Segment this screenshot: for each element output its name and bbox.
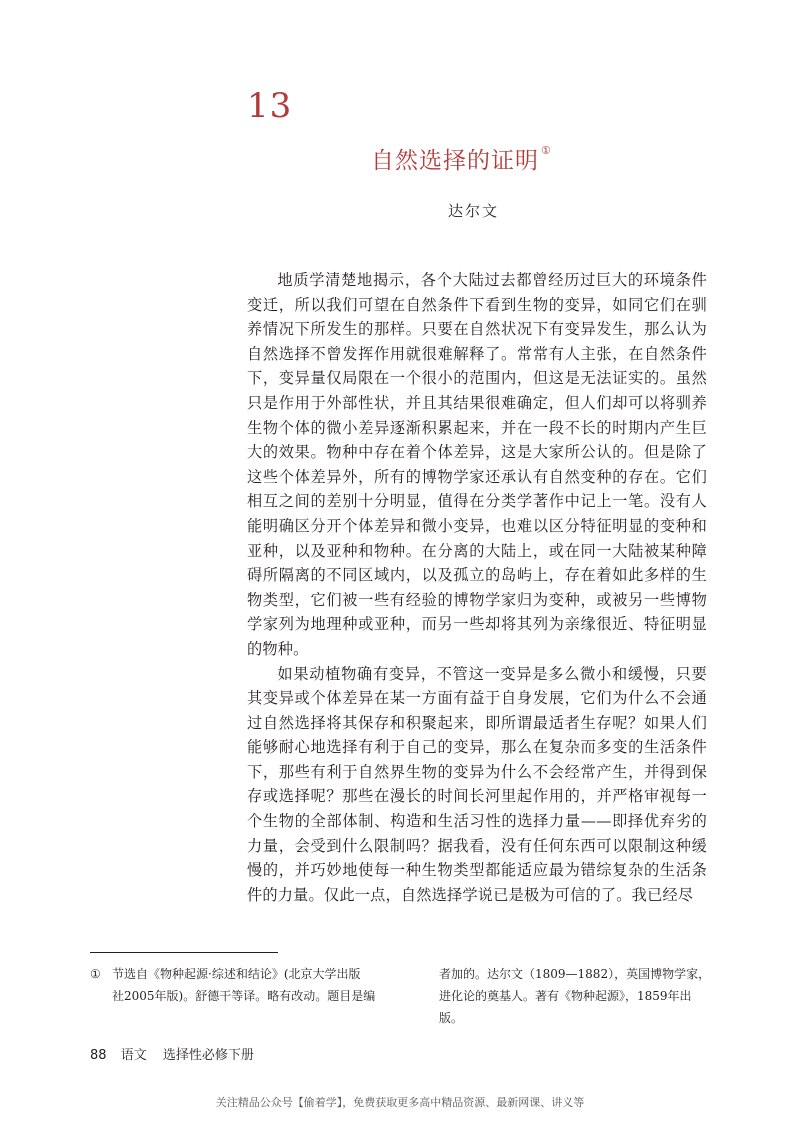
watermark: 关注精品公众号【偷着学】，免费获取更多高中精品资源、最新网课、讲义等 [215,1096,585,1109]
footnote-line [90,963,385,985]
paragraph-1: 地质学清楚地揭示，各个大陆过去都曾经历过巨大的环境条件变迁，所以我们可望在自然条件下看到生物的变异，如同它们在驯养情况下所发生的那样。只要在自然状况下有变异发生，那么认为自然选择不曾发挥作用就很难解释了。常常有人主张，在自然条件下，变异量仅局限在一个很小的范围内，但这是无法证实的。虽然只是作用于外部性状，并且其结果很难确定，但人们却可以将驯养生物个体的微小差异逐渐积累起来，并在一段不长的时期内产生巨大的效果。物种中存在着个体差异，这是大家所公认的。但是除了这些个体差异外，所有的博物学家还承认有自然变种的存在。它们相互之间的差别十分明显，值得在分类学著作中记上一笔。没有人能明确区分开个体差异和微小变异，也难以区分特征明显的变种和亚种，以及亚种和物种。在分离的大陆上，或在同一大陆被某种障碍所隔离的不同区域内，以及孤立的岛屿上，存在着如此多样的生物类型，它们被一些有经验的博物学家归为变种，或被另一些博物学家列为地理种或亚种，而另一些却将其列为亲缘很近、特征明显的物种。 [247,271,707,658]
page-footer [90,1044,254,1063]
article-body [247,268,707,907]
footnote-left-column [90,963,385,1007]
page-title: 自然选择的证明 [371,148,539,174]
lesson-number: 13 [247,86,293,126]
footnote-mark: ① [90,967,101,981]
book-label: 选择性必修下册 [162,1048,254,1063]
subject-label: 语文 [120,1048,147,1063]
footnote-divider [90,952,278,953]
footnote-line: 者加的。达尔文（1809—1882），英国博物学家， [439,967,711,981]
title-block [371,142,551,175]
page-number: 88 [90,1048,107,1063]
paragraph-2: 如果动植物确有变异，不管这一变异是多么微小和缓慢，只要其变异或个体差异在某一方面有益于自身发展，它们为什么不会通过自然选择将其保存和积聚起来，即所谓最适者生存呢？如果人们能够耐心地选择有利于自己的变异，那么在复杂而多变的生活条件下，那些有利于自然界生物的变异为什么不会经常产生，并得到保存或选择呢？那些在漫长的时间长河里起作用的，并严格审视每一个生物的全部体制、构造和生活习性的选择力量——即择优弃劣的力量，会受到什么限制吗？据我看，没有任何东西可以限制这种缓慢的，并巧妙地使每一种生物类型都能适应最为错综复杂的生活条件的力量。仅此一点，自然选择学说已是极为可信的了。我已经尽 [247,664,707,904]
author: 达尔文 [448,202,500,220]
title-footnote-mark: ① [541,144,551,157]
footnote-text: 节选自《物种起源·综述和结论》(北京大学出版 [112,967,361,981]
footnote-line: 进化论的奠基人。著有《物种起源》，1859年出版。 [439,989,692,1025]
footnote-right-column [439,963,714,1029]
footnote-line: 社2005年版)。舒德干等译。略有改动。题目是编 [112,989,376,1003]
